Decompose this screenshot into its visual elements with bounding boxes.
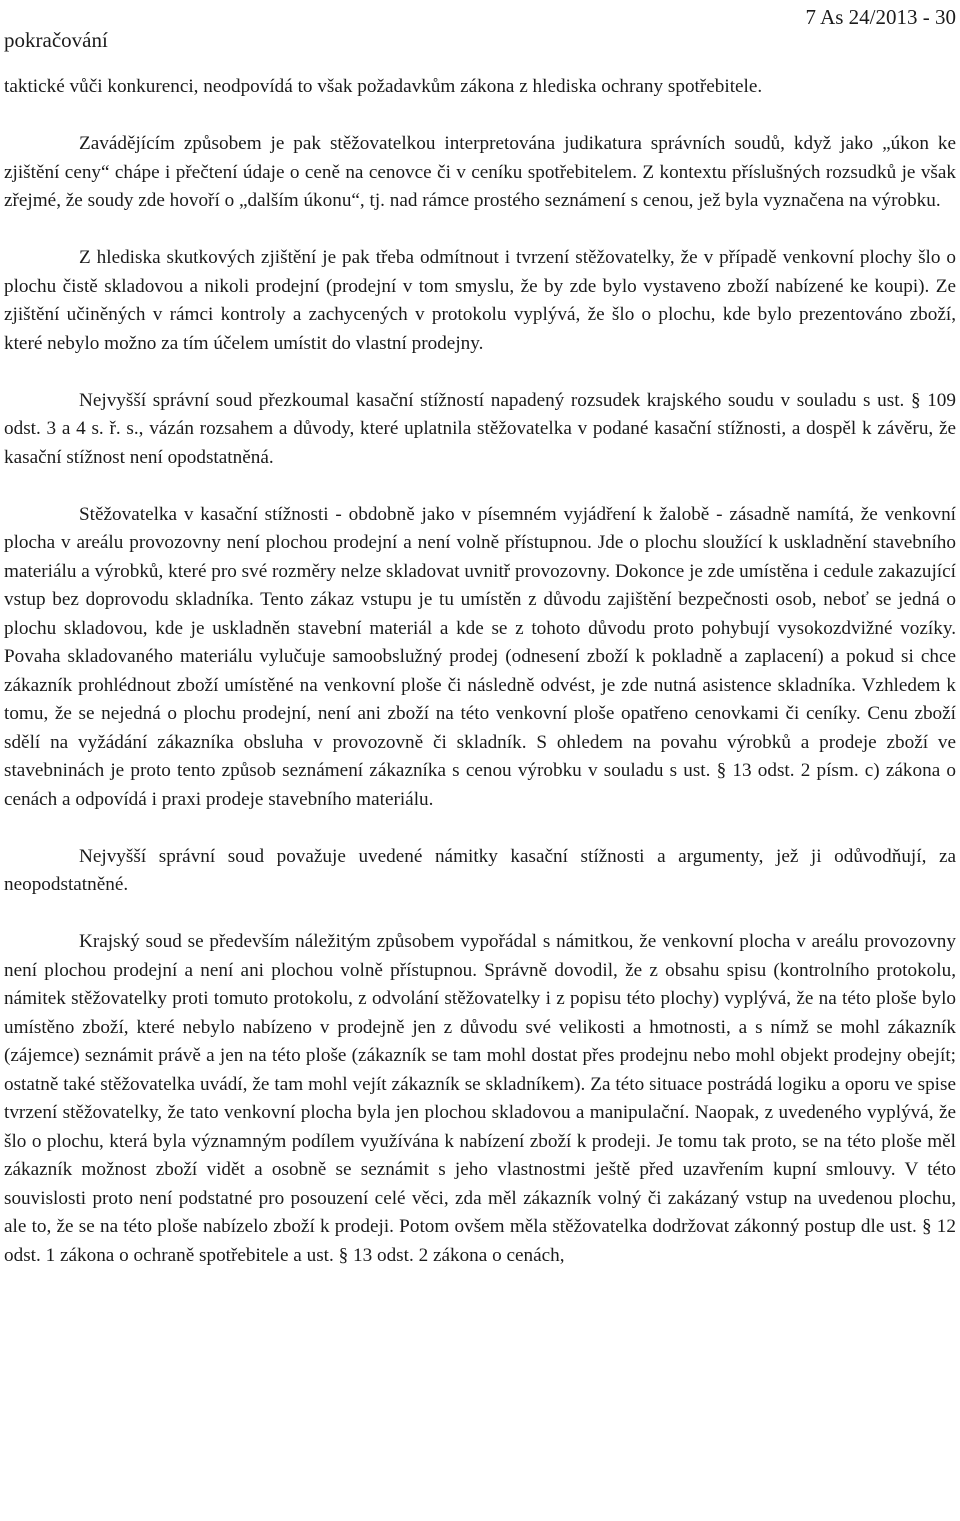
- paragraph-krajsky-soud: Krajský soud se především náležitým způsobem vypořádal s námitkou, že venkovní plocha v areálu provozovny není plochou prodejní a není ani plochou volně přístupnou. Správně dovodil, že z obsahu spisu (kontrolního protokolu, námitek stěžovatelky proti tomuto protokolu, z odvolání stěžovatelky i z popisu této plochy) vyplývá, že na této ploše bylo umístěno zboží, které nebylo nabízeno v prodejně jen z důvodu své velikosti a hmotnosti, a s nímž se mohl zákazník (zájemce) seznámit právě a jen na této ploše (zákazník se tam mohl dostat přes prodejnu nebo mohl objekt prodejny obejít; ostatně také stěžovatelka uvádí, že tam mohl vejít zákazník se skladníkem). Za této situace postrádá logiku a oporu ve spise tvrzení stěžovatelky, že tato venkovní plocha byla jen plochou skladovou a manipulační. Naopak, z uvedeného vyplývá, že šlo o plochu, která byla významným podílem využívána k nabízení zboží k prodeji. Je tomu tak proto, se na této ploše měl zákazník možnost zboží vidět a osobně se seznámit s jeho vlastnostmi ještě před uzavřením kupní smlouvy. V této souvislosti proto není podstatné pro posouzení celé věci, zda měl zákazník volný či zakázaný vstup na uvedenou plochu, ale to, že se na této ploše nabízelo zboží k prodeji. Potom ovšem měla stěžovatelka dodržovat zákonný postup dle ust. § 12 odst. 1 zákona o ochraně spotřebitele a ust. § 13 odst. 2 zákona o cenách,: [4, 931, 956, 1266]
- paragraph-continued: taktické vůči konkurenci, neodpovídá to však požadavkům zákona z hlediska ochrany spotřebitele.: [4, 76, 763, 97]
- continuation-label: pokračování: [4, 28, 108, 52]
- page-header: [4, 0, 956, 58]
- document-page: [4, 0, 956, 1266]
- paragraph-neopodstatnene: Nejvyšší správní soud považuje uvedené námitky kasační stížnosti a argumenty, jež ji odůvodňují, za neopodstatněné.: [4, 845, 956, 895]
- paragraph-skutkova-zjisteni: Z hlediska skutkových zjištění je pak třeba odmítnout i tvrzení stěžovatelky, že v případě venkovní plochy šlo o plochu čistě skladovou a nikoli prodejní (prodejní v tom smyslu, že by zde bylo vystaveno zboží nabízené ke koupi). Ze zjištění učiněných v rámci kontroly a zachycených v protokolu vyplývá, že šlo o plochu, kde bylo prezentováno zboží, které nebylo možno za tím účelem umístit do vlastní prodejny.: [4, 247, 956, 354]
- case-number: 7 As 24/2013 - 30: [805, 5, 956, 29]
- paragraph-namitky-stezovatelky: Stěžovatelka v kasační stížnosti - obdobně jako v písemném vyjádření k žalobě - zásadně namítá, že venkovní plocha v areálu provozovny není plochou prodejní a není volně přístupnou. Jde o plochu sloužící k uskladnění stavebního materiálu a výrobků, které pro své rozměry nelze skladovat uvnitř provozovny. Dokonce je zde umístěna i cedule zakazující vstup bez doprovodu skladníka. Tento zákaz vstupu je tu umístěn z důvodu zajištění bezpečnosti osob, neboť se jedná o plochu skladovou, kde je uskladněn stavební materiál a kde se z tohoto důvodu proto pohybují vysokozdvižné vozíky. Povaha skladovaného materiálu vylučuje samoobslužný prodej (odnesení zboží k pokladně a zaplacení) a pokud si chce zákazník prohlédnout zboží umístěné na venkovní ploše či následně odvést, je zde nutná asistence skladníka. Vzhledem k tomu, že se nejedná o plochu prodejní, není ani zboží na této venkovní ploše opatřeno cenovkami či ceníky. Cenu zboží sdělí na vyžádání zákazníka obsluha v provozovně či skladník. S ohledem na povahu výrobků a prodeje zboží ve stavebninách je proto tento způsob seznámení zákazníka s cenou výrobku v souladu s ust. § 13 odst. 2 písm. c) zákona o cenách a odpovídá i praxi prodeje stavebního materiálu.: [4, 503, 956, 810]
- paragraph-judikatura: Zavádějícím způsobem je pak stěžovatelkou interpretována judikatura správních soudů, když jako „úkon ke zjištění ceny“ chápe i přečtení údaje o ceně na cenovce či v ceníku spotřebitelem. Z kontextu příslušných rozsudků je však zřejmé, že soudy zde hovoří o „dalším úkonu“, tj. nad rámce prostého seznámení s cenou, jež byla vyznačena na výrobku.: [4, 133, 956, 211]
- paragraph-prezkum: Nejvyšší správní soud přezkoumal kasační stížností napadený rozsudek krajského soudu v souladu s ust. § 109 odst. 3 a 4 s. ř. s., vázán rozsahem a důvody, které uplatnila stěžovatelka v podané kasační stížnosti, a dospěl k závěru, že kasační stížnost není opodstatněná.: [4, 389, 956, 468]
- document-body: [4, 73, 956, 1270]
